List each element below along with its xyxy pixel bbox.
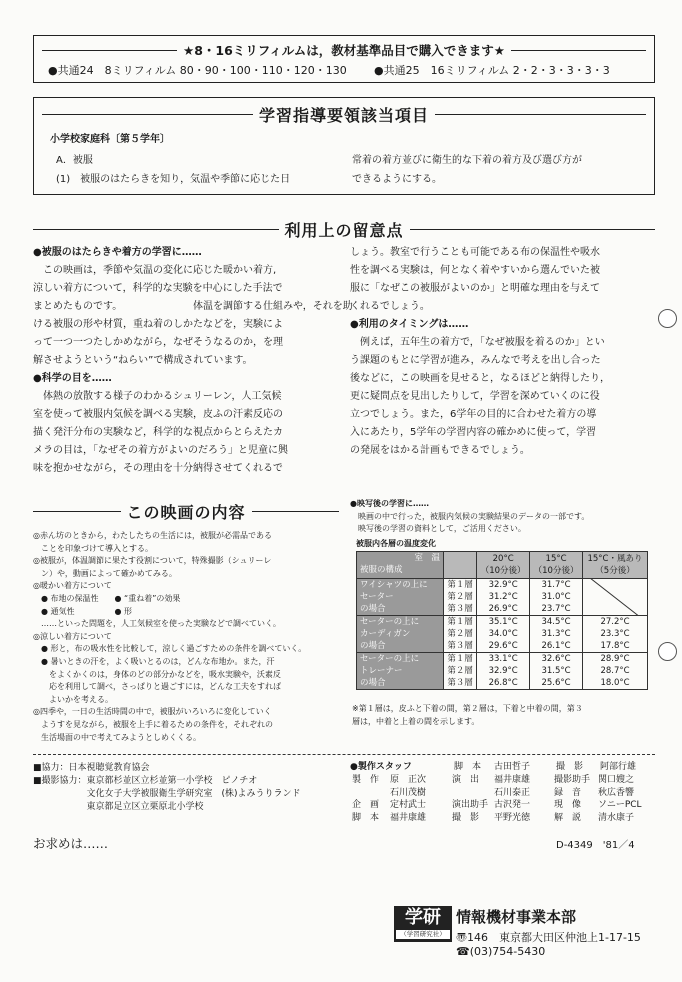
- credits-left: [33, 762, 353, 814]
- curriculum-title-row: [42, 103, 646, 126]
- staff-name: 福井康雄: [494, 775, 531, 785]
- row-layers: [444, 653, 477, 690]
- staff-role: 脚 本: [352, 812, 380, 823]
- staff-top-role2: 撮 影: [556, 762, 584, 772]
- document-code: D-4349 '81／4: [556, 840, 635, 851]
- experiment-heading: ●映写後の学習に……: [350, 499, 429, 508]
- row-layers: [444, 616, 477, 653]
- staff-role: 演 出: [452, 775, 480, 785]
- notes-p1-line: まとめたものです。: [33, 301, 123, 312]
- table-header-row: [357, 552, 648, 579]
- staff-name: 関口嫂之: [598, 775, 635, 785]
- table-row: [357, 653, 648, 690]
- content-line: ことを印象づけて導入とする。: [33, 543, 153, 553]
- notes-p4-line: 更に疑問点を見出したりして，学習を深めていくのに役: [350, 391, 600, 402]
- row-label: [357, 579, 444, 616]
- staff-role: 解 説: [554, 812, 582, 823]
- content-line: 生活場面の中で考えてみようとしめくくる。: [33, 732, 201, 742]
- row-v2: [530, 653, 583, 690]
- curriculum-item-1-cont1: 常着の着方並びに衛生的な下着の着方及び選び方が: [352, 155, 582, 166]
- cell-value: 34.5°C: [541, 617, 571, 627]
- row-layers: [444, 579, 477, 616]
- staff-row: [352, 774, 656, 787]
- notes-p1-line: この映画は，季節や気温の変化に応じた暖かい着方,: [33, 265, 277, 276]
- staff-role: 撮影助手: [554, 775, 591, 785]
- notes-p1-line: 解させようという“ねらい”で構成されています。: [33, 355, 253, 366]
- cell-value: 33.1°C: [488, 654, 518, 664]
- col1-temp: 20°C: [492, 554, 514, 564]
- notes-p2-line: 室を使って被服内気候を調べる実験，皮ふの汗素反応の: [33, 409, 283, 420]
- punch-hole-bottom: [658, 642, 677, 661]
- filming-line: 東京都杉並区立杉並第一小学校 ピノチオ: [86, 776, 258, 786]
- layer-label: 第３層: [447, 641, 473, 651]
- cell-value: 32.9°C: [488, 666, 518, 676]
- table-header-env-label: 室 温: [414, 553, 440, 563]
- notes-title: 利用上の留意点: [284, 221, 404, 240]
- content-line: よいかを考える。: [33, 694, 113, 704]
- staff-name: 福井康雄: [390, 812, 427, 823]
- content-line: ● 通気性 ● 形: [33, 606, 133, 616]
- content-line: ● 形と，布の吸水性を比較して，涼しく過ごすための条件を調べていく。: [33, 644, 307, 654]
- table-row: [357, 616, 648, 653]
- cell-value: 29.6°C: [488, 641, 518, 651]
- footnote-line: 層は，中着と上着の間を示します。: [352, 716, 480, 726]
- notes-heading-clothing: ●被服のはたらきや着方の学習に……: [33, 247, 202, 258]
- content-line: ◎涼しい着方について: [33, 631, 112, 641]
- notes-p2-line: 味を抱かせながら，その理由を十分納得させてくれるで: [33, 463, 283, 474]
- experiment-table-title: 被服内各層の温度変化: [356, 539, 436, 548]
- notes-p3-line: くれるでしょう。: [350, 301, 430, 312]
- content-list: [33, 530, 339, 744]
- row-v3-empty: [583, 579, 648, 616]
- row-v2: [530, 616, 583, 653]
- content-line: をよくかくのは，身体のどの部分かなどを，吸水実験や，沃素反: [33, 669, 281, 679]
- curriculum-box: [33, 97, 655, 195]
- staff-name: 原 正次: [390, 775, 427, 785]
- staff-row: [352, 787, 656, 800]
- notes-p1-line: 体温を調節する仕組みや，それを助: [183, 301, 353, 312]
- layer-label: 第３層: [447, 604, 473, 614]
- notes-p2-line: 描く発汗分布の実験など，科学的な視点からとらえたカ: [33, 427, 283, 438]
- notes-right-column: [350, 244, 656, 460]
- row-label-line: カーディガン: [360, 629, 411, 639]
- experiment-intro: [350, 498, 656, 536]
- row-label-line: の場合: [360, 604, 386, 614]
- cell-value: 34.0°C: [488, 629, 518, 639]
- notes-p3-line: 服に「なぜこの被服がよいのか」と明確な理由を与えて: [350, 283, 600, 294]
- curriculum-item-1: (1) 被服のはたらきを知り，気温や季節に応じた日: [56, 174, 291, 185]
- cell-value: 28.9°C: [600, 654, 630, 664]
- staff-name: 定村武士: [390, 800, 427, 810]
- staff-role: 製 作: [352, 775, 380, 785]
- cell-value: 31.0°C: [541, 592, 571, 602]
- phone: ☎(03)754-5430: [456, 945, 546, 958]
- layer-label: 第２層: [447, 592, 473, 602]
- row-v3: [583, 653, 648, 690]
- punch-hole-top: [658, 309, 677, 328]
- notes-title-row: [33, 218, 655, 241]
- curriculum-item-1-cont2: できるようにする。: [352, 174, 442, 185]
- gakken-logo: [394, 906, 452, 942]
- content-title-row: [33, 500, 339, 523]
- notes-p4-line: 立つでしょう。また，6学年の目的に合わせた着方の導: [350, 409, 597, 420]
- staff-role: 現 像: [554, 800, 582, 810]
- purchase-info-box: [33, 35, 655, 83]
- department-name: 情報機材事業本部: [456, 908, 577, 926]
- layer-label: 第１層: [447, 617, 473, 627]
- notes-p1-line: 涼しい着方について，科学的な実験を中心にした手法で: [33, 283, 283, 294]
- content-line: ン）や，動画によって確かめてみる。: [33, 568, 177, 578]
- row-label-line: ワイシャツの上に: [360, 580, 428, 590]
- content-title: この映画の内容: [126, 503, 246, 522]
- notes-p4-line: 入にあたり，5学年の学習内容の確かめに使って，学習: [350, 427, 597, 438]
- address: 〠146 東京都大田区仲池上1-17-15: [456, 931, 641, 944]
- cell-value: 18.0°C: [600, 678, 630, 688]
- notes-heading-timing: ●利用のタイミングは……: [350, 319, 469, 330]
- notes-left-column: [33, 244, 353, 478]
- notes-heading-science: ●科学の目を……: [33, 373, 112, 384]
- content-line: ……といった問題を，人工気候室を使った実験などで調べていく。: [33, 619, 281, 629]
- cell-value: 31.5°C: [541, 666, 571, 676]
- content-line: ◎四季や，一日の生活時間の中で，被服がいろいろに変化していく: [33, 707, 272, 717]
- notes-p1-line: って一つ一つたしかめながら，なぜそうなるのか，を理: [33, 337, 283, 348]
- curriculum-subject: 小学校家庭科〔第５学年〕: [50, 134, 170, 145]
- staff-role: 録 音: [554, 787, 582, 798]
- staff-top-name1: 古田哲子: [494, 762, 531, 772]
- purchase-info-title: ★8・16ミリフィルムは，教材基準品目で購入できます★: [183, 43, 506, 58]
- content-line: ◎被服が，体温調節に果たす役割について，特殊撮影（シュリーレ: [33, 556, 272, 566]
- temperature-table: [356, 551, 648, 690]
- notes-p3-line: しょう。教室で行うことも可能である布の保温性や吸水: [350, 247, 600, 258]
- content-line: ◎赤ん坊のときから，わたしたちの生活には，被服が必需品である: [33, 531, 272, 540]
- content-line: ようすを見ながら，被服を上手に着るための条件を，それぞれの: [33, 719, 273, 729]
- experiment-intro-line: 映写後の学習の資料として，ご活用ください。: [350, 524, 526, 534]
- row-label: [357, 616, 444, 653]
- notes-p2-line: メラの目は，「なぜその着方がよいのだろう」と児童に興: [33, 445, 288, 456]
- notes-p2-line: 体熱の放散する様子のわかるシュリーレン，人工気候: [33, 391, 282, 402]
- staff-role: 演出助手: [452, 800, 489, 810]
- footnote-line: ※第１層は，皮ふと下着の間，第２層は，下着と中着の間，第３: [352, 704, 583, 713]
- col3-time: （5分後）: [595, 566, 635, 576]
- row-label-line: トレーナー: [360, 666, 403, 676]
- experiment-intro-line: 映画の中で行った，被服内気候の実験結果のデータの一部です。: [350, 511, 590, 521]
- cell-value: 26.8°C: [488, 678, 518, 688]
- request-label: お求めは……: [33, 836, 109, 851]
- staff-top-name2: 阿部行雄: [600, 762, 637, 772]
- notes-p1-line: ける被服の形や材質，重ね着のしかたなどを，実験によ: [33, 319, 283, 330]
- col1-time: （10分後）: [480, 566, 526, 576]
- row-label-line: セーター: [360, 592, 394, 602]
- staff-role: 撮 影: [452, 812, 480, 823]
- filming-credit: [33, 775, 353, 814]
- table-header-col2: [530, 552, 583, 579]
- staff-name: 秋広香響: [598, 787, 635, 798]
- row-v1: [477, 579, 530, 616]
- cell-value: 26.1°C: [541, 641, 571, 651]
- row-label-line: の場合: [360, 678, 386, 688]
- experiment-footnote: [352, 703, 583, 728]
- logo-sub: （学習研究社）: [396, 930, 450, 939]
- row-label: [357, 653, 444, 690]
- staff-grid: [352, 774, 656, 824]
- cell-value: 26.9°C: [488, 604, 518, 614]
- table-row: [357, 579, 648, 616]
- cell-value: 17.8°C: [600, 641, 630, 651]
- notes-p4-line: 後などに，この映画を見せると，なるほどと納得したり，: [350, 373, 610, 384]
- row-v1: [477, 616, 530, 653]
- cooperation-credit: ■協力：日本視聴覚教育協会: [33, 763, 150, 773]
- row-v3: [583, 616, 648, 653]
- layer-label: 第３層: [447, 678, 473, 688]
- logo-main: 学研: [405, 907, 441, 928]
- cell-value: 35.1°C: [488, 617, 518, 627]
- layer-label: 第１層: [447, 580, 473, 590]
- notes-p4-line: 例えば，五年生の着方で，「なぜ被服を着るのか」とい: [350, 337, 605, 348]
- filming-label: ■撮影協力：: [33, 776, 87, 786]
- filming-list: [87, 775, 301, 814]
- row-v1: [477, 653, 530, 690]
- layer-label: 第１層: [447, 654, 473, 664]
- staff-name: 平野光徳: [494, 812, 531, 823]
- cell-value: 23.7°C: [541, 604, 571, 614]
- table-header-layer: [444, 552, 477, 579]
- staff-role: [452, 787, 494, 800]
- staff-role: 企 画: [352, 800, 380, 810]
- staff-name: 石川茂樹: [390, 787, 427, 798]
- content-line: ● 布地の保温性 ● “重ね着”の効果: [33, 593, 181, 603]
- layer-label: 第２層: [447, 629, 473, 639]
- curriculum-title: 学習指導要領該当項目: [259, 106, 430, 125]
- content-line: 応を利用して調べ，さっぱりと過ごすには，どんな工夫をすれば: [33, 682, 281, 692]
- cell-value: 25.6°C: [541, 678, 571, 688]
- notes-p3-line: 性を調べる実験は，何となく着やすいから選んでいた被: [350, 265, 600, 276]
- col3-temp: 15°C・風あり: [587, 554, 643, 564]
- cell-value: 32.6°C: [541, 654, 571, 664]
- staff-name: ソニーPCL: [598, 800, 642, 810]
- row-label-line: セーターの上に: [360, 617, 420, 627]
- content-line: ◎暖かい着方について: [33, 581, 112, 591]
- credits-separator: [33, 754, 655, 755]
- notes-p4-line: う課題のもとに学習が進み，みんなで考えを出し合った: [350, 355, 601, 366]
- notes-p4-line: の発展をはかる計画もできるでしょう。: [350, 445, 530, 456]
- col2-time: （10分後）: [533, 566, 579, 576]
- staff-title: ●製作スタッフ: [350, 762, 412, 772]
- filming-line: 文化女子大学被服衛生学研究室 (株)よみうりランド: [86, 789, 301, 799]
- cell-value: 23.3°C: [600, 629, 630, 639]
- row-label-line: の場合: [360, 641, 386, 651]
- staff-row: [352, 799, 656, 812]
- table-header-col1: [477, 552, 530, 579]
- staff-row: [352, 812, 656, 825]
- row-v2: [530, 579, 583, 616]
- staff-name: 石川泰正: [494, 787, 531, 798]
- staff-name: 古沢発一: [494, 800, 531, 810]
- cell-value: 31.2°C: [488, 592, 518, 602]
- row-label-line: セーターの上に: [360, 654, 420, 664]
- purchase-item-16mm: ●共通25 16ミリフィルム 2・2・3・3・3・3: [374, 64, 610, 77]
- staff-role: [352, 787, 390, 800]
- table-header-col3: [583, 552, 648, 579]
- col2-temp: 15°C: [545, 554, 567, 564]
- purchase-info-title-row: [42, 41, 646, 59]
- table-header-env: [357, 552, 444, 579]
- layer-label: 第２層: [447, 666, 473, 676]
- cell-value: 27.2°C: [600, 617, 630, 627]
- curriculum-item-a: A．被服: [56, 155, 93, 166]
- cell-value: 31.3°C: [541, 629, 571, 639]
- cell-value: 28.7°C: [600, 666, 630, 676]
- cell-value: 32.9°C: [488, 580, 518, 590]
- table-header-type-label: 被服の構成: [360, 565, 403, 575]
- cell-value: 31.7°C: [541, 580, 571, 590]
- staff-name: 清水康子: [598, 812, 635, 823]
- purchase-item-8mm: ●共通24 8ミリフィルム 80・90・100・110・120・130: [48, 64, 347, 77]
- staff-top-role1: 脚 本: [454, 762, 482, 772]
- filming-line: 東京都足立区立栗原北小学校: [86, 802, 204, 812]
- content-line: ● 暑いときの汗を，よく吸いとるのは，どんな布地か。また，汗: [33, 656, 275, 666]
